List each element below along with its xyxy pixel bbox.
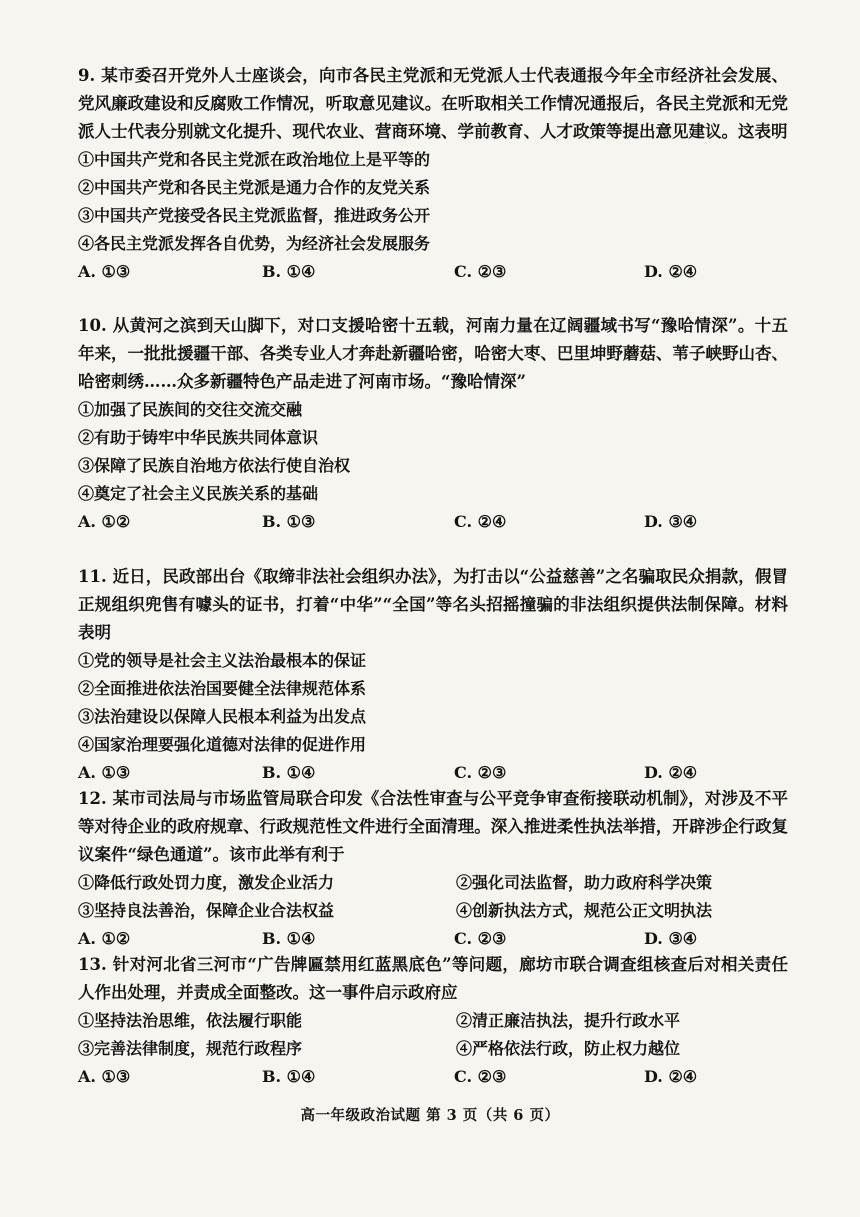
- answer-choices: [78, 759, 788, 787]
- option-row: [78, 1007, 788, 1035]
- option-list: [78, 396, 788, 508]
- answer-choices: [78, 258, 788, 286]
- page-footer: 高一年级政治试题 第 3 页（共 6 页）: [300, 1107, 560, 1124]
- choice-a[interactable]: A. ①②: [78, 929, 131, 948]
- choice-d[interactable]: D. ②④: [644, 262, 698, 281]
- answer-choices: [78, 508, 788, 536]
- choice-c[interactable]: C. ②③: [454, 763, 507, 782]
- choice-b[interactable]: B. ①④: [262, 763, 316, 782]
- choice-d[interactable]: D. ③④: [644, 512, 698, 531]
- option-list: [78, 647, 788, 759]
- question-stem: 9. 某市委召开党外人士座谈会，向市各民主党派和无党派人士代表通报今年全市经济社会发展、党风廉政建设和反腐败工作情况，听取意见建议。在听取相关工作情况通报后，各民主党派和无党派人士代表分别就文化提升、现代农业、营商环境、学前教育、人才政策等提出意见建议。这表明: [78, 66, 788, 141]
- question-stem: 11. 近日，民政部出台《取缔非法社会组织办法》，为打击以“公益慈善”之名骗取民众捐款，假冒正规组织兜售有噱头的证书，打着“中华”“全国”等名头招摇撞骗的非法组织提供法制保障。材料表明: [78, 567, 788, 642]
- choice-d[interactable]: D. ②④: [644, 1067, 698, 1086]
- choice-b[interactable]: B. ①③: [262, 512, 316, 531]
- choice-b[interactable]: B. ①④: [262, 1067, 316, 1086]
- choice-d[interactable]: D. ③④: [644, 929, 698, 948]
- option-2: ②强化司法监督，助力政府科学决策: [456, 873, 713, 892]
- option-1: ①降低行政处罚力度，激发企业活力: [78, 873, 335, 892]
- option-3: ③中国共产党接受各民主党派监督，推进政务公开: [78, 206, 431, 225]
- option-1: ①加强了民族间的交往交流交融: [78, 400, 303, 419]
- choice-a[interactable]: A. ①②: [78, 512, 131, 531]
- option-3: ③法治建设以保障人民根本利益为出发点: [78, 707, 367, 726]
- option-2: ②中国共产党和各民主党派是通力合作的友党关系: [78, 178, 431, 197]
- choice-a[interactable]: A. ①③: [78, 262, 131, 281]
- answer-choices: [78, 925, 788, 953]
- answer-choices: [78, 1063, 788, 1091]
- choice-c[interactable]: C. ②③: [454, 929, 507, 948]
- question-11: [78, 563, 788, 787]
- option-1: ①坚持法治思维，依法履行职能: [78, 1011, 303, 1030]
- option-4: ④奠定了社会主义民族关系的基础: [78, 484, 319, 503]
- choice-c[interactable]: C. ②④: [454, 512, 507, 531]
- question-13: [78, 951, 788, 1091]
- option-row: [78, 1035, 788, 1063]
- question-10: [78, 312, 788, 536]
- choice-c[interactable]: C. ②③: [454, 262, 507, 281]
- choice-d[interactable]: D. ②④: [644, 763, 698, 782]
- option-2: ②有助于铸牢中华民族共同体意识: [78, 428, 319, 447]
- option-row: [78, 869, 788, 897]
- option-4: ④国家治理要强化道德对法律的促进作用: [78, 735, 367, 754]
- option-4: ④严格依法行政，防止权力越位: [456, 1039, 681, 1058]
- option-2: ②全面推进依法治国要健全法律规范体系: [78, 679, 367, 698]
- choice-c[interactable]: C. ②③: [454, 1067, 507, 1086]
- question-9: [78, 62, 788, 286]
- option-2: ②清正廉洁执法，提升行政水平: [456, 1011, 681, 1030]
- option-4: ④创新执法方式，规范公正文明执法: [456, 901, 713, 920]
- choice-a[interactable]: A. ①③: [78, 1067, 131, 1086]
- option-3: ③完善法律制度，规范行政程序: [78, 1039, 303, 1058]
- question-stem: 10. 从黄河之滨到天山脚下，对口支援哈密十五载，河南力量在辽阔疆域书写“豫哈情深”。十五年来，一批批援疆干部、各类专业人才奔赴新疆哈密，哈密大枣、巴里坤野蘑菇、苇子峡野山杏、哈密刺绣……众多新疆特色产品走进了河南市场。“豫哈情深”: [78, 316, 788, 391]
- choice-a[interactable]: A. ①③: [78, 763, 131, 782]
- option-list: [78, 146, 788, 258]
- choice-b[interactable]: B. ①④: [262, 929, 316, 948]
- choice-b[interactable]: B. ①④: [262, 262, 316, 281]
- question-stem: 12. 某市司法局与市场监管局联合印发《合法性审查与公平竞争审查衔接联动机制》，对涉及不平等对待企业的政府规章、行政规范性文件进行全面清理。深入推进柔性执法举措，开辟涉企行政复议案件“绿色通道”。该市此举有利于: [78, 789, 788, 864]
- option-3: ③坚持良法善治，保障企业合法权益: [78, 901, 335, 920]
- option-row: [78, 897, 788, 925]
- option-3: ③保障了民族自治地方依法行使自治权: [78, 456, 351, 475]
- question-12: [78, 785, 788, 953]
- question-stem: 13. 针对河北省三河市“广告牌匾禁用红蓝黑底色”等问题，廊坊市联合调查组核查后对相关责任人作出处理，并责成全面整改。这一事件启示政府应: [78, 955, 788, 1002]
- option-1: ①党的领导是社会主义法治最根本的保证: [78, 651, 367, 670]
- option-1: ①中国共产党和各民主党派在政治地位上是平等的: [78, 150, 431, 169]
- option-4: ④各民主党派发挥各自优势，为经济社会发展服务: [78, 234, 431, 253]
